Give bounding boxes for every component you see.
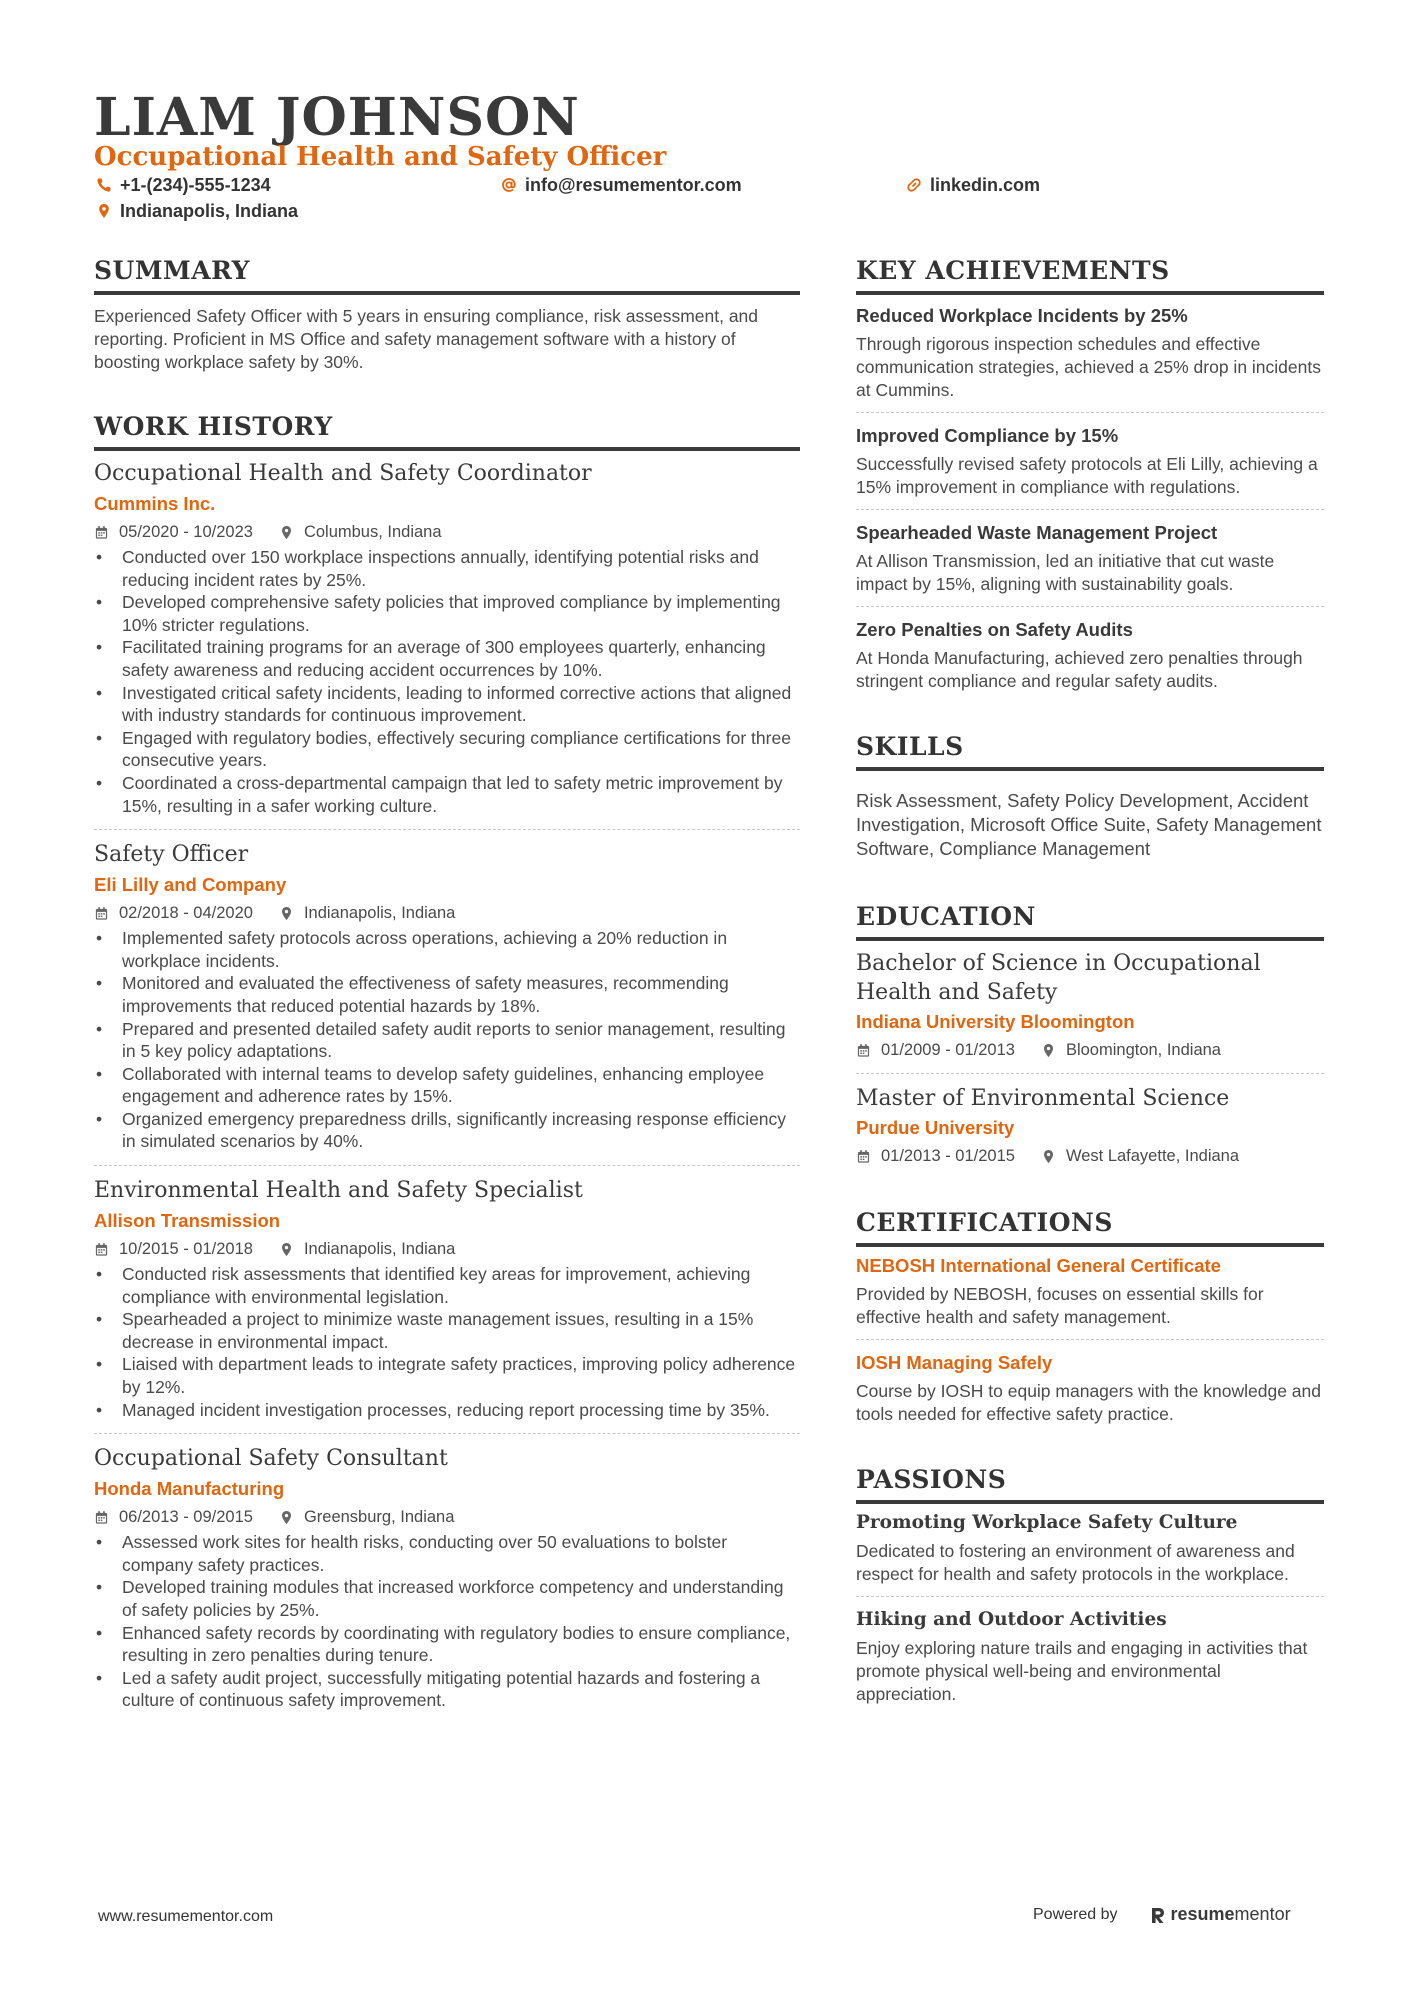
location-text: Indianapolis, Indiana	[120, 201, 299, 221]
job-dates: 05/2020 - 10/2023	[119, 523, 253, 541]
passions-section	[856, 1464, 1324, 1706]
job-meta	[94, 521, 800, 543]
job-title: Environmental Health and Safety Specialist	[94, 1178, 583, 1204]
job-location: Indianapolis, Indiana	[303, 1240, 456, 1259]
job-bullet: • Facilitated training programs for an average of 300 employees quarterly, enhancing safety awareness and reducing accident occurrences by 10%.	[94, 636, 800, 681]
job-bullet: • Enhanced safety records by coordinating with regulatory bodies to ensure compliance, resulting in zero penalties during tenure.	[94, 1622, 800, 1667]
education-degree: Master of Environmental Science	[856, 1086, 1230, 1111]
map-pin-icon	[279, 906, 294, 921]
powered-by-label: Powered by	[1033, 1905, 1118, 1923]
brand-bold: resume	[1170, 1904, 1235, 1924]
footer-website[interactable]: www.resumementor.com	[98, 1908, 274, 1925]
education-heading: EDUCATION	[856, 901, 1324, 941]
linkedin-text: linkedin.com	[930, 175, 1041, 195]
link-icon	[906, 177, 922, 193]
job-entry	[94, 459, 800, 817]
education-dates: 01/2009 - 01/2013	[881, 1041, 1015, 1059]
phone-text: +1-(234)-555-1234	[120, 175, 271, 195]
education-location: Bloomington, Indiana	[1065, 1041, 1221, 1059]
calendar-icon	[94, 525, 109, 540]
candidate-role: Occupational Health and Safety Officer	[94, 142, 667, 172]
achievement-title: Improved Compliance by 15%	[856, 425, 1119, 446]
work-history-section	[94, 411, 800, 1712]
education-school: Indiana University Bloomington	[856, 1011, 1135, 1032]
education-item	[856, 949, 1324, 1061]
certification-text: Provided by NEBOSH, focuses on essential skills for effective health and safety management.	[856, 1284, 1264, 1327]
job-bullet: • Implemented safety protocols across operations, achieving a 20% reduction in workplace incidents.	[94, 927, 800, 972]
education-meta	[856, 1039, 1324, 1061]
education-school: Purdue University	[856, 1117, 1015, 1138]
achievement-item	[856, 617, 1324, 693]
job-bullet: • Spearheaded a project to minimize waste management issues, resulting in a 15% decrease in environmental impact.	[94, 1308, 800, 1353]
certification-item	[856, 1350, 1324, 1426]
job-bullet: • Monitored and evaluated the effectiveness of safety measures, recommending improvements that reduced potential hazards by 18%.	[94, 972, 800, 1017]
job-bullet: • Developed comprehensive safety policies that improved compliance by implementing 10% stricter regulations.	[94, 591, 800, 636]
candidate-name: LIAM JOHNSON	[94, 87, 580, 148]
job-dates: 10/2015 - 01/2018	[119, 1240, 253, 1259]
certification-title: IOSH Managing Safely	[856, 1352, 1053, 1373]
certifications-heading: CERTIFICATIONS	[856, 1207, 1324, 1247]
education-location: West Lafayette, Indiana	[1065, 1147, 1240, 1165]
passion-text: Dedicated to fostering an environment of awareness and respect for health and safety protocols in the workplace.	[856, 1541, 1295, 1584]
achievement-item	[856, 423, 1324, 499]
map-pin-icon	[1041, 1043, 1056, 1058]
job-meta	[94, 1238, 800, 1260]
job-bullet: • Assessed work sites for health risks, conducting over 50 evaluations to bolster company safety practices.	[94, 1531, 800, 1576]
job-location: Greensburg, Indiana	[303, 1508, 455, 1527]
job-entry	[94, 840, 800, 1153]
divider	[94, 829, 800, 830]
job-dates: 02/2018 - 04/2020	[119, 904, 253, 923]
work-history-heading: WORK HISTORY	[94, 411, 800, 451]
job-company: Honda Manufacturing	[94, 1478, 285, 1500]
education-degree: Bachelor of Science in Occupational Health and Safety	[856, 951, 1261, 1005]
map-pin-icon	[96, 203, 112, 219]
job-dates: 06/2013 - 09/2015	[119, 1508, 253, 1527]
skills-heading: SKILLS	[856, 731, 1324, 771]
summary-section	[94, 255, 800, 374]
job-bullet: • Investigated critical safety incidents, leading to informed corrective actions that aligned with industry standards for continuous improvement.	[94, 682, 800, 727]
job-entry	[94, 1176, 800, 1421]
achievement-item	[856, 303, 1324, 402]
job-bullet: • Developed training modules that increased workforce competency and understanding of safety policies by 25%.	[94, 1576, 800, 1621]
certification-item	[856, 1253, 1324, 1329]
brand-thin: mentor	[1234, 1904, 1291, 1924]
job-bullet: • Led a safety audit project, successfully mitigating potential hazards and fostering a culture of continuous safety improvement.	[94, 1667, 800, 1712]
achievement-title: Spearheaded Waste Management Project	[856, 522, 1218, 543]
job-title: Occupational Safety Consultant	[94, 1446, 448, 1472]
job-bullet: • Prepared and presented detailed safety audit reports to senior management, resulting in 5 key policy adaptations.	[94, 1018, 800, 1063]
divider	[856, 1339, 1324, 1340]
achievement-text: Successfully revised safety protocols at Eli Lilly, achieving a 15% improvement in compliance with regulations.	[856, 454, 1318, 497]
certifications-section	[856, 1207, 1324, 1426]
calendar-icon	[856, 1149, 871, 1164]
education-meta	[856, 1145, 1324, 1167]
job-location: Columbus, Indiana	[303, 523, 442, 541]
job-location: Indianapolis, Indiana	[303, 904, 456, 923]
resumementor-logo-icon	[1150, 1906, 1166, 1924]
skills-text: Risk Assessment, Safety Policy Development, Accident Investigation, Microsoft Office Suite, Safety Management Software, Compliance Management	[856, 790, 1322, 859]
calendar-icon	[94, 1242, 109, 1257]
job-meta	[94, 1506, 800, 1528]
right-column	[856, 255, 1324, 1706]
map-pin-icon	[279, 1510, 294, 1525]
job-company: Allison Transmission	[94, 1210, 281, 1232]
achievement-title: Zero Penalties on Safety Audits	[856, 619, 1133, 640]
passion-text: Enjoy exploring nature trails and engaging in activities that promote physical well-being and environmental appreciation.	[856, 1638, 1308, 1704]
map-pin-icon	[279, 1242, 294, 1257]
job-bullet: • Conducted risk assessments that identified key areas for improvement, achieving compliance with environmental legislation.	[94, 1263, 800, 1308]
education-dates: 01/2013 - 01/2015	[881, 1147, 1015, 1165]
map-pin-icon	[279, 525, 294, 540]
achievement-item	[856, 520, 1324, 596]
job-title: Occupational Health and Safety Coordinator	[94, 461, 592, 486]
summary-heading: SUMMARY	[94, 255, 800, 295]
job-company: Cummins Inc.	[94, 493, 216, 514]
job-bullet: • Coordinated a cross-departmental campaign that led to safety metric improvement by 15%, resulting in a safer working culture.	[94, 772, 800, 817]
achievement-text: Through rigorous inspection schedules and effective communication strategies, achieved a 25% drop in incidents at Cummins.	[856, 334, 1321, 400]
job-bullets	[94, 546, 800, 817]
summary-text: Experienced Safety Officer with 5 years in ensuring compliance, risk assessment, and reporting. Proficient in MS Office and safety management software with a history of boosting workplace safety by 30%.	[94, 306, 759, 372]
job-bullet: • Organized emergency preparedness drills, significantly increasing response efficiency in simulated scenarios by 40%.	[94, 1108, 800, 1153]
achievement-text: At Allison Transmission, led an initiative that cut waste impact by 15%, aligning with sustainability goals.	[856, 551, 1275, 594]
divider	[94, 1165, 800, 1166]
job-bullet: • Managed incident investigation processes, reducing report processing time by 35%.	[94, 1399, 800, 1422]
education-section	[856, 901, 1324, 1167]
email-text: info@resumementor.com	[525, 175, 742, 195]
passion-item	[856, 1510, 1324, 1586]
divider	[856, 1596, 1324, 1597]
phone-icon	[96, 177, 112, 193]
job-bullet: • Conducted over 150 workplace inspections annually, identifying potential risks and reducing incident rates by 25%.	[94, 546, 800, 591]
passion-title: Promoting Workplace Safety Culture	[856, 1512, 1238, 1533]
calendar-icon	[94, 906, 109, 921]
job-entry	[94, 1444, 800, 1712]
phone-contact	[96, 174, 271, 196]
resumementor-logo[interactable]	[1150, 1904, 1291, 1925]
email-contact[interactable]	[501, 174, 742, 196]
calendar-icon	[856, 1043, 871, 1058]
divider	[856, 509, 1324, 510]
certification-title: NEBOSH International General Certificate	[856, 1255, 1221, 1276]
divider	[856, 412, 1324, 413]
job-title: Safety Officer	[94, 842, 249, 868]
job-bullets	[94, 927, 800, 1153]
location-contact	[96, 200, 298, 222]
divider	[856, 1073, 1324, 1074]
job-bullets	[94, 1531, 800, 1712]
skills-section	[856, 731, 1324, 861]
certification-text: Course by IOSH to equip managers with the knowledge and tools needed for effective safety practice.	[856, 1381, 1321, 1424]
key-achievements-heading: KEY ACHIEVEMENTS	[856, 255, 1324, 295]
passion-item	[856, 1607, 1324, 1706]
job-meta	[94, 902, 800, 924]
calendar-icon	[94, 1510, 109, 1525]
achievement-text: At Honda Manufacturing, achieved zero penalties through stringent compliance and regular safety audits.	[856, 648, 1303, 691]
footer-branding	[1033, 1904, 1291, 1925]
job-company: Eli Lilly and Company	[94, 874, 287, 896]
divider	[94, 1433, 800, 1434]
at-sign-icon	[501, 177, 517, 193]
achievement-title: Reduced Workplace Incidents by 25%	[856, 305, 1188, 326]
divider	[856, 606, 1324, 607]
job-bullets	[94, 1263, 800, 1421]
key-achievements-section	[856, 255, 1324, 693]
job-bullet: • Collaborated with internal teams to develop safety guidelines, enhancing employee engagement and adherence rates by 15%.	[94, 1063, 800, 1108]
linkedin-contact[interactable]	[906, 174, 1040, 196]
job-bullet: • Liaised with department leads to integrate safety practices, improving policy adherence by 12%.	[94, 1353, 800, 1398]
job-bullet: • Engaged with regulatory bodies, effectively securing compliance certifications for three consecutive years.	[94, 727, 800, 772]
map-pin-icon	[1041, 1149, 1056, 1164]
passion-title: Hiking and Outdoor Activities	[856, 1609, 1167, 1630]
education-item	[856, 1084, 1324, 1167]
passions-heading: PASSIONS	[856, 1464, 1324, 1504]
left-column	[94, 255, 800, 1712]
